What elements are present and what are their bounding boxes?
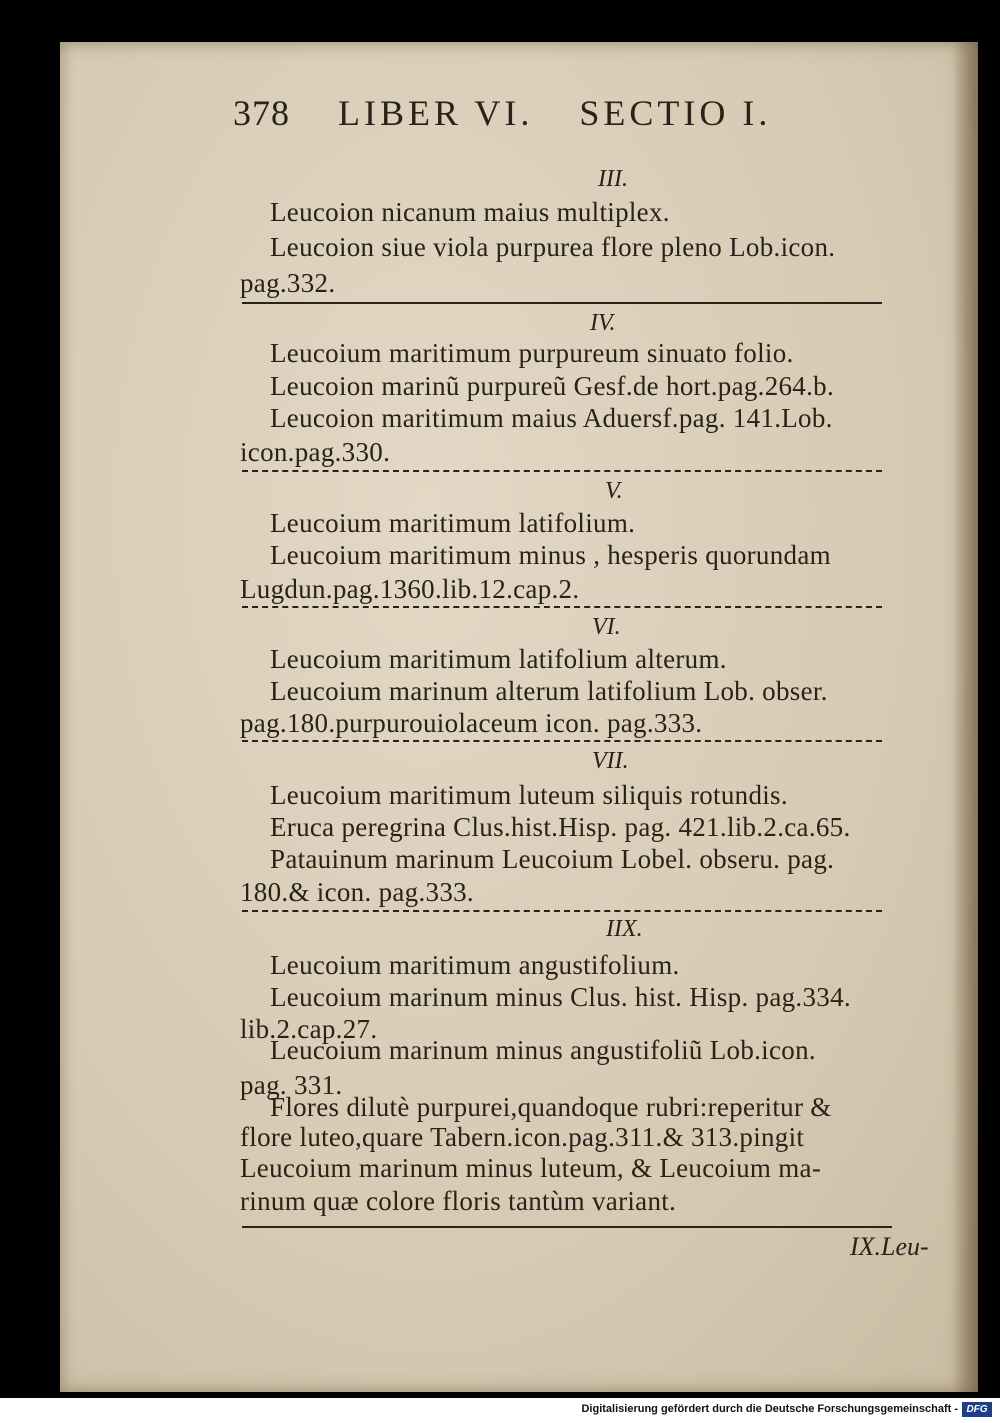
entry-line: Patauinum marinum Leucoium Lobel. obseru. pag. [270, 844, 835, 874]
entry-line: flore luteo,quare Tabern.icon.pag.311.& 313.pingit [240, 1122, 805, 1152]
entry-line: Leucoium marinum minus angustifoliũ Lob.icon. [270, 1035, 816, 1065]
divider-rule [242, 740, 882, 742]
footer-credit-text: Digitalisierung gefördert durch die Deutsche Forschungsgemeinschaft - [581, 1403, 958, 1415]
entry-line: Leucoium maritimum latifolium alterum. [270, 644, 727, 674]
entry-numeral: IIX. [606, 916, 643, 942]
entry-line: Leucoium maritimum purpureum sinuato folio. [270, 338, 794, 368]
entry-line: Leucoion siue viola purpurea flore pleno Lob.icon. [270, 232, 836, 262]
entry-line: 180.& icon. pag.333. [240, 877, 474, 907]
section-title: SECTIO I. [579, 93, 772, 133]
entry-line: pag. 331. [240, 1070, 343, 1100]
entry-line: pag.180.purpurouiolaceum icon. pag.333. [240, 708, 703, 738]
entry-line: Leucoion nicanum maius multiplex. [270, 197, 670, 227]
entry-line: Leucoion maritimum maius Aduersf.pag. 141.Lob. [270, 403, 833, 433]
entry-line: pag.332. [240, 268, 336, 298]
page-edge-shadow [952, 42, 978, 1392]
entry-numeral: IV. [590, 310, 616, 336]
entry-line: rinum quæ colore floris tantùm variant. [240, 1186, 677, 1216]
entry-line: Lugdun.pag.1360.lib.12.cap.2. [240, 574, 580, 604]
entry-line: Leucoium maritimum luteum siliquis rotundis. [270, 780, 788, 810]
entry-line: Leucoion marinũ purpureũ Gesf.de hort.pag.264.b. [270, 371, 834, 401]
entry-line: lib.2.cap.27. [240, 1014, 378, 1044]
divider-rule [242, 910, 882, 912]
page-number: 378 [233, 93, 290, 133]
dfg-logo: DFG [962, 1402, 992, 1417]
divider-rule [242, 302, 882, 304]
entry-line: Eruca peregrina Clus.hist.Hisp. pag. 421.lib.2.ca.65. [270, 812, 851, 842]
entry-numeral: III. [598, 166, 628, 192]
entry-line: Leucoium maritimum minus , hesperis quorundam [270, 540, 831, 570]
entry-line: Leucoium maritimum latifolium. [270, 508, 636, 538]
catchword: IX.Leu- [850, 1232, 929, 1261]
entry-line: Leucoium maritimum angustifolium. [270, 950, 680, 980]
entry-numeral: VI. [592, 614, 621, 640]
book-title: LIBER VI. [338, 93, 534, 133]
entry-line: Leucoium marinum alterum latifolium Lob. obser. [270, 676, 828, 706]
digitization-footer [0, 1398, 1000, 1423]
entry-line: Leucoium marinum minus luteum, & Leucoium ma- [240, 1153, 822, 1183]
divider-rule [242, 470, 882, 472]
entry-line: icon.pag.330. [240, 437, 391, 467]
divider-rule [242, 1226, 892, 1228]
entry-line: Flores dilutè purpurei,quandoque rubri:reperitur & [270, 1092, 832, 1122]
entry-numeral: VII. [592, 748, 629, 774]
entry-numeral: V. [605, 478, 623, 504]
entry-line: Leucoium marinum minus Clus. hist. Hisp. pag.334. [270, 982, 851, 1012]
page-header [233, 92, 771, 134]
divider-rule [242, 606, 882, 608]
